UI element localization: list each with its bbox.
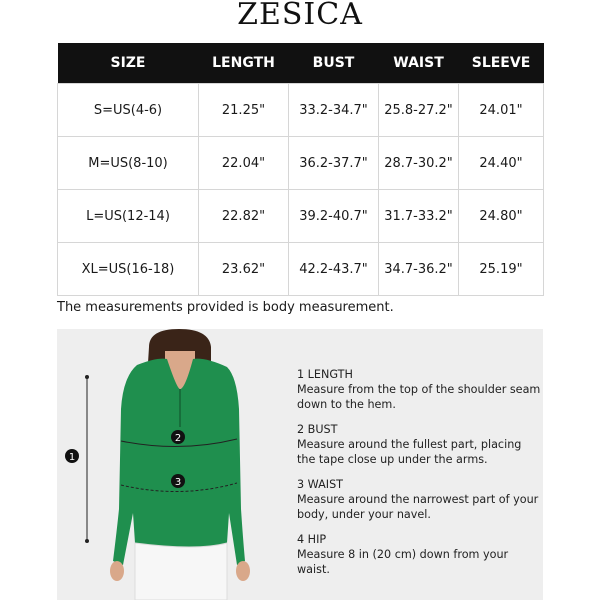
- step-bust: [297, 422, 543, 467]
- measurement-steps: [297, 367, 543, 587]
- marker-1-label: 1: [68, 452, 76, 463]
- marker-3: [171, 474, 185, 488]
- length-line-top-dot: [85, 375, 89, 379]
- cell-sleeve: 24.40": [459, 137, 544, 190]
- cell-size: L=US(12-14): [58, 190, 199, 243]
- cell-bust: 33.2-34.7": [289, 84, 379, 137]
- measurement-note: The measurements provided is body measurement.: [57, 300, 394, 315]
- right-hand: [236, 561, 250, 581]
- cell-bust: 39.2-40.7": [289, 190, 379, 243]
- marker-1: [65, 449, 79, 463]
- cell-waist: 25.8-27.2": [379, 84, 459, 137]
- cell-waist: 34.7-36.2": [379, 243, 459, 296]
- step-title: 2 BUST: [297, 423, 338, 436]
- cell-sleeve: 25.19": [459, 243, 544, 296]
- step-title: 3 WAIST: [297, 478, 344, 491]
- step-description: Measure from the top of the shoulder seam down to the hem.: [297, 383, 541, 411]
- marker-2: [171, 430, 185, 444]
- left-hand: [110, 561, 124, 581]
- table-row: [58, 84, 544, 137]
- step-title: 4 HIP: [297, 533, 327, 546]
- cell-bust: 42.2-43.7": [289, 243, 379, 296]
- step-hip: [297, 532, 543, 577]
- table-row: [58, 190, 544, 243]
- cell-sleeve: 24.80": [459, 190, 544, 243]
- col-header-sleeve: SLEEVE: [459, 43, 544, 84]
- step-description: Measure around the fullest part, placing the tape close up under the arms.: [297, 438, 522, 466]
- step-length: [297, 367, 543, 412]
- col-header-bust: BUST: [289, 43, 379, 84]
- cell-length: 22.04": [199, 137, 289, 190]
- step-title: 1 LENGTH: [297, 368, 353, 381]
- marker-2-label: 2: [174, 433, 182, 444]
- cell-waist: 28.7-30.2": [379, 137, 459, 190]
- col-header-size: SIZE: [58, 43, 199, 84]
- cell-length: 22.82": [199, 190, 289, 243]
- cell-size: S=US(4-6): [58, 84, 199, 137]
- cell-waist: 31.7-33.2": [379, 190, 459, 243]
- cell-bust: 36.2-37.7": [289, 137, 379, 190]
- cell-sleeve: 24.01": [459, 84, 544, 137]
- table-row: [58, 137, 544, 190]
- model-illustration: [68, 329, 307, 600]
- size-chart-table: [57, 43, 544, 296]
- length-line-bottom-dot: [85, 539, 89, 543]
- table-header-row: [58, 43, 544, 84]
- step-waist: [297, 477, 543, 522]
- col-header-waist: WAIST: [379, 43, 459, 84]
- cell-size: XL=US(16-18): [58, 243, 199, 296]
- cell-size: M=US(8-10): [58, 137, 199, 190]
- marker-3-label: 3: [174, 477, 182, 488]
- brand-logo: ZESICA: [237, 0, 363, 32]
- col-header-length: LENGTH: [199, 43, 289, 84]
- cell-length: 21.25": [199, 84, 289, 137]
- cell-length: 23.62": [199, 243, 289, 296]
- table-row: [58, 243, 544, 296]
- step-description: Measure around the narrowest part of your body, under your navel.: [297, 493, 539, 521]
- step-description: Measure 8 in (20 cm) down from your waist.: [297, 548, 509, 576]
- white-pants-shape: [135, 543, 227, 600]
- measurement-guide: [57, 329, 543, 600]
